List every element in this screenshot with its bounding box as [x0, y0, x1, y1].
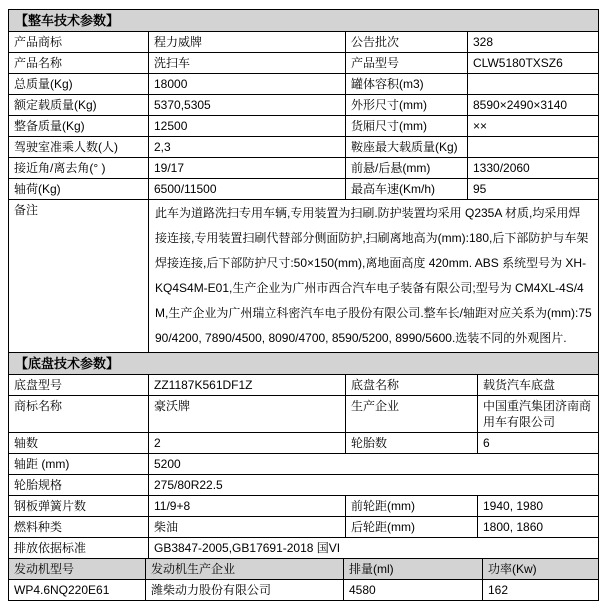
chassis-section-header-row [9, 353, 599, 375]
label-chassis-name: 底盘名称 [346, 375, 478, 396]
table-row [9, 53, 599, 74]
label-cargo-box-size: 货厢尺寸(mm) [346, 116, 468, 137]
label-saddle-max-load: 鞍座最大载质量(Kg) [346, 137, 468, 158]
value-saddle-max-load [468, 137, 599, 158]
engine-params-table [8, 558, 599, 601]
section-title-vehicle: 【整车技术参数】 [9, 10, 599, 32]
label-spring-leaves: 钢板弹簧片数 [9, 496, 149, 517]
remarks-row [9, 200, 599, 353]
value-engine-model: WP4.6NQ220E61 [9, 580, 146, 601]
value-cargo-box-size: ×× [468, 116, 599, 137]
label-total-mass: 总质量(Kg) [9, 74, 149, 95]
table-row [9, 375, 599, 396]
table-row [9, 179, 599, 200]
value-announcement-batch: 328 [468, 32, 599, 53]
value-chassis-model: ZZ1187K561DF1Z [149, 375, 346, 396]
value-axle-count: 2 [149, 433, 346, 454]
value-tire-spec: 275/80R22.5 [149, 475, 599, 496]
label-product-brand: 产品商标 [9, 32, 149, 53]
header-engine-manufacturer: 发动机生产企业 [146, 559, 344, 580]
table-row [9, 496, 599, 517]
label-emission-standard: 排放依据标准 [9, 538, 149, 559]
header-power: 功率(Kw) [483, 559, 599, 580]
label-product-name: 产品名称 [9, 53, 149, 74]
value-power: 162 [483, 580, 599, 601]
label-front-track: 前轮距(mm) [346, 496, 478, 517]
label-max-speed: 最高车速(Km/h) [346, 179, 468, 200]
table-row [9, 538, 599, 559]
spec-sheet [8, 9, 599, 601]
value-front-rear-overhang: 1330/2060 [468, 158, 599, 179]
label-remarks: 备注 [9, 200, 149, 353]
value-displacement: 4580 [344, 580, 483, 601]
header-displacement: 排量(ml) [344, 559, 483, 580]
value-rear-track: 1800, 1860 [478, 517, 599, 538]
label-curb-mass: 整备质量(Kg) [9, 116, 149, 137]
table-row [9, 158, 599, 179]
label-announcement-batch: 公告批次 [346, 32, 468, 53]
value-front-track: 1940, 1980 [478, 496, 599, 517]
value-outer-dimensions: 8590×2490×3140 [468, 95, 599, 116]
label-tank-volume: 罐体容积(m3) [346, 74, 468, 95]
label-tire-count: 轮胎数 [346, 433, 478, 454]
value-approach-departure-angle: 19/17 [149, 158, 346, 179]
value-axle-load: 6500/11500 [149, 179, 346, 200]
table-row [9, 116, 599, 137]
table-row [9, 32, 599, 53]
value-product-name: 洗扫车 [149, 53, 346, 74]
table-row [9, 517, 599, 538]
value-emission-standard: GB3847-2005,GB17691-2018 国VI [149, 538, 599, 559]
label-brand-name: 商标名称 [9, 396, 149, 433]
value-product-model: CLW5180TXSZ6 [468, 53, 599, 74]
label-outer-dimensions: 外形尺寸(mm) [346, 95, 468, 116]
label-front-rear-overhang: 前悬/后悬(mm) [346, 158, 468, 179]
label-tire-spec: 轮胎规格 [9, 475, 149, 496]
header-engine-model: 发动机型号 [9, 559, 146, 580]
label-rear-track: 后轮距(mm) [346, 517, 478, 538]
value-tire-count: 6 [478, 433, 599, 454]
table-row [9, 580, 599, 601]
table-row [9, 137, 599, 158]
value-brand-name: 豪沃牌 [149, 396, 346, 433]
value-wheelbase: 5200 [149, 454, 599, 475]
value-chassis-name: 载货汽车底盘 [478, 375, 599, 396]
table-row [9, 454, 599, 475]
value-cab-passengers: 2,3 [149, 137, 346, 158]
value-rated-load: 5370,5305 [149, 95, 346, 116]
label-rated-load: 额定载质量(Kg) [9, 95, 149, 116]
label-axle-load: 轴荷(Kg) [9, 179, 149, 200]
table-row [9, 433, 599, 454]
value-product-brand: 程力威牌 [149, 32, 346, 53]
value-max-speed: 95 [468, 179, 599, 200]
label-axle-count: 轴数 [9, 433, 149, 454]
label-wheelbase: 轴距 (mm) [9, 454, 149, 475]
table-row [9, 74, 599, 95]
engine-header-row [9, 559, 599, 580]
value-spring-leaves: 11/9+8 [149, 496, 346, 517]
value-remarks: 此车为道路洗扫专用车辆,专用装置为扫刷.防护装置均采用 Q235A 材质,均采用焊接连接,专用装置扫刷代替部分侧面防护,扫刷离地高为(mm):180,后下部防护与车架焊接连接,后下部防护尺寸:50×150(mm),离地面高度 420mm. ABS 系统型号为 XH-KQ4S4M-E01,生产企业为广州市西合汽车电子装备有限公司;型号为 CM4XL-4S/4M,生产企业为广州瑞立科密汽车电子股份有限公司.整车长/轴距对应关系为(mm):7590/4200, 7890/4500, 8090/4700, 8590/5200, 8990/5600.选装不同的外观图片. [149, 200, 599, 353]
value-manufacturer: 中国重汽集团济南商用车有限公司 [478, 396, 599, 433]
value-total-mass: 18000 [149, 74, 346, 95]
label-approach-departure-angle: 接近角/离去角(° ) [9, 158, 149, 179]
label-product-model: 产品型号 [346, 53, 468, 74]
chassis-params-table [8, 352, 599, 559]
value-curb-mass: 12500 [149, 116, 346, 137]
value-fuel-type: 柴油 [149, 517, 346, 538]
label-cab-passengers: 驾驶室准乘人数(人) [9, 137, 149, 158]
value-engine-manufacturer: 潍柴动力股份有限公司 [146, 580, 344, 601]
section-title-chassis: 【底盘技术参数】 [9, 353, 599, 375]
label-chassis-model: 底盘型号 [9, 375, 149, 396]
value-tank-volume [468, 74, 599, 95]
label-manufacturer: 生产企业 [346, 396, 478, 433]
table-row [9, 95, 599, 116]
table-row [9, 396, 599, 433]
vehicle-params-table [8, 9, 599, 353]
table-row [9, 475, 599, 496]
vehicle-section-header-row [9, 10, 599, 32]
label-fuel-type: 燃料种类 [9, 517, 149, 538]
